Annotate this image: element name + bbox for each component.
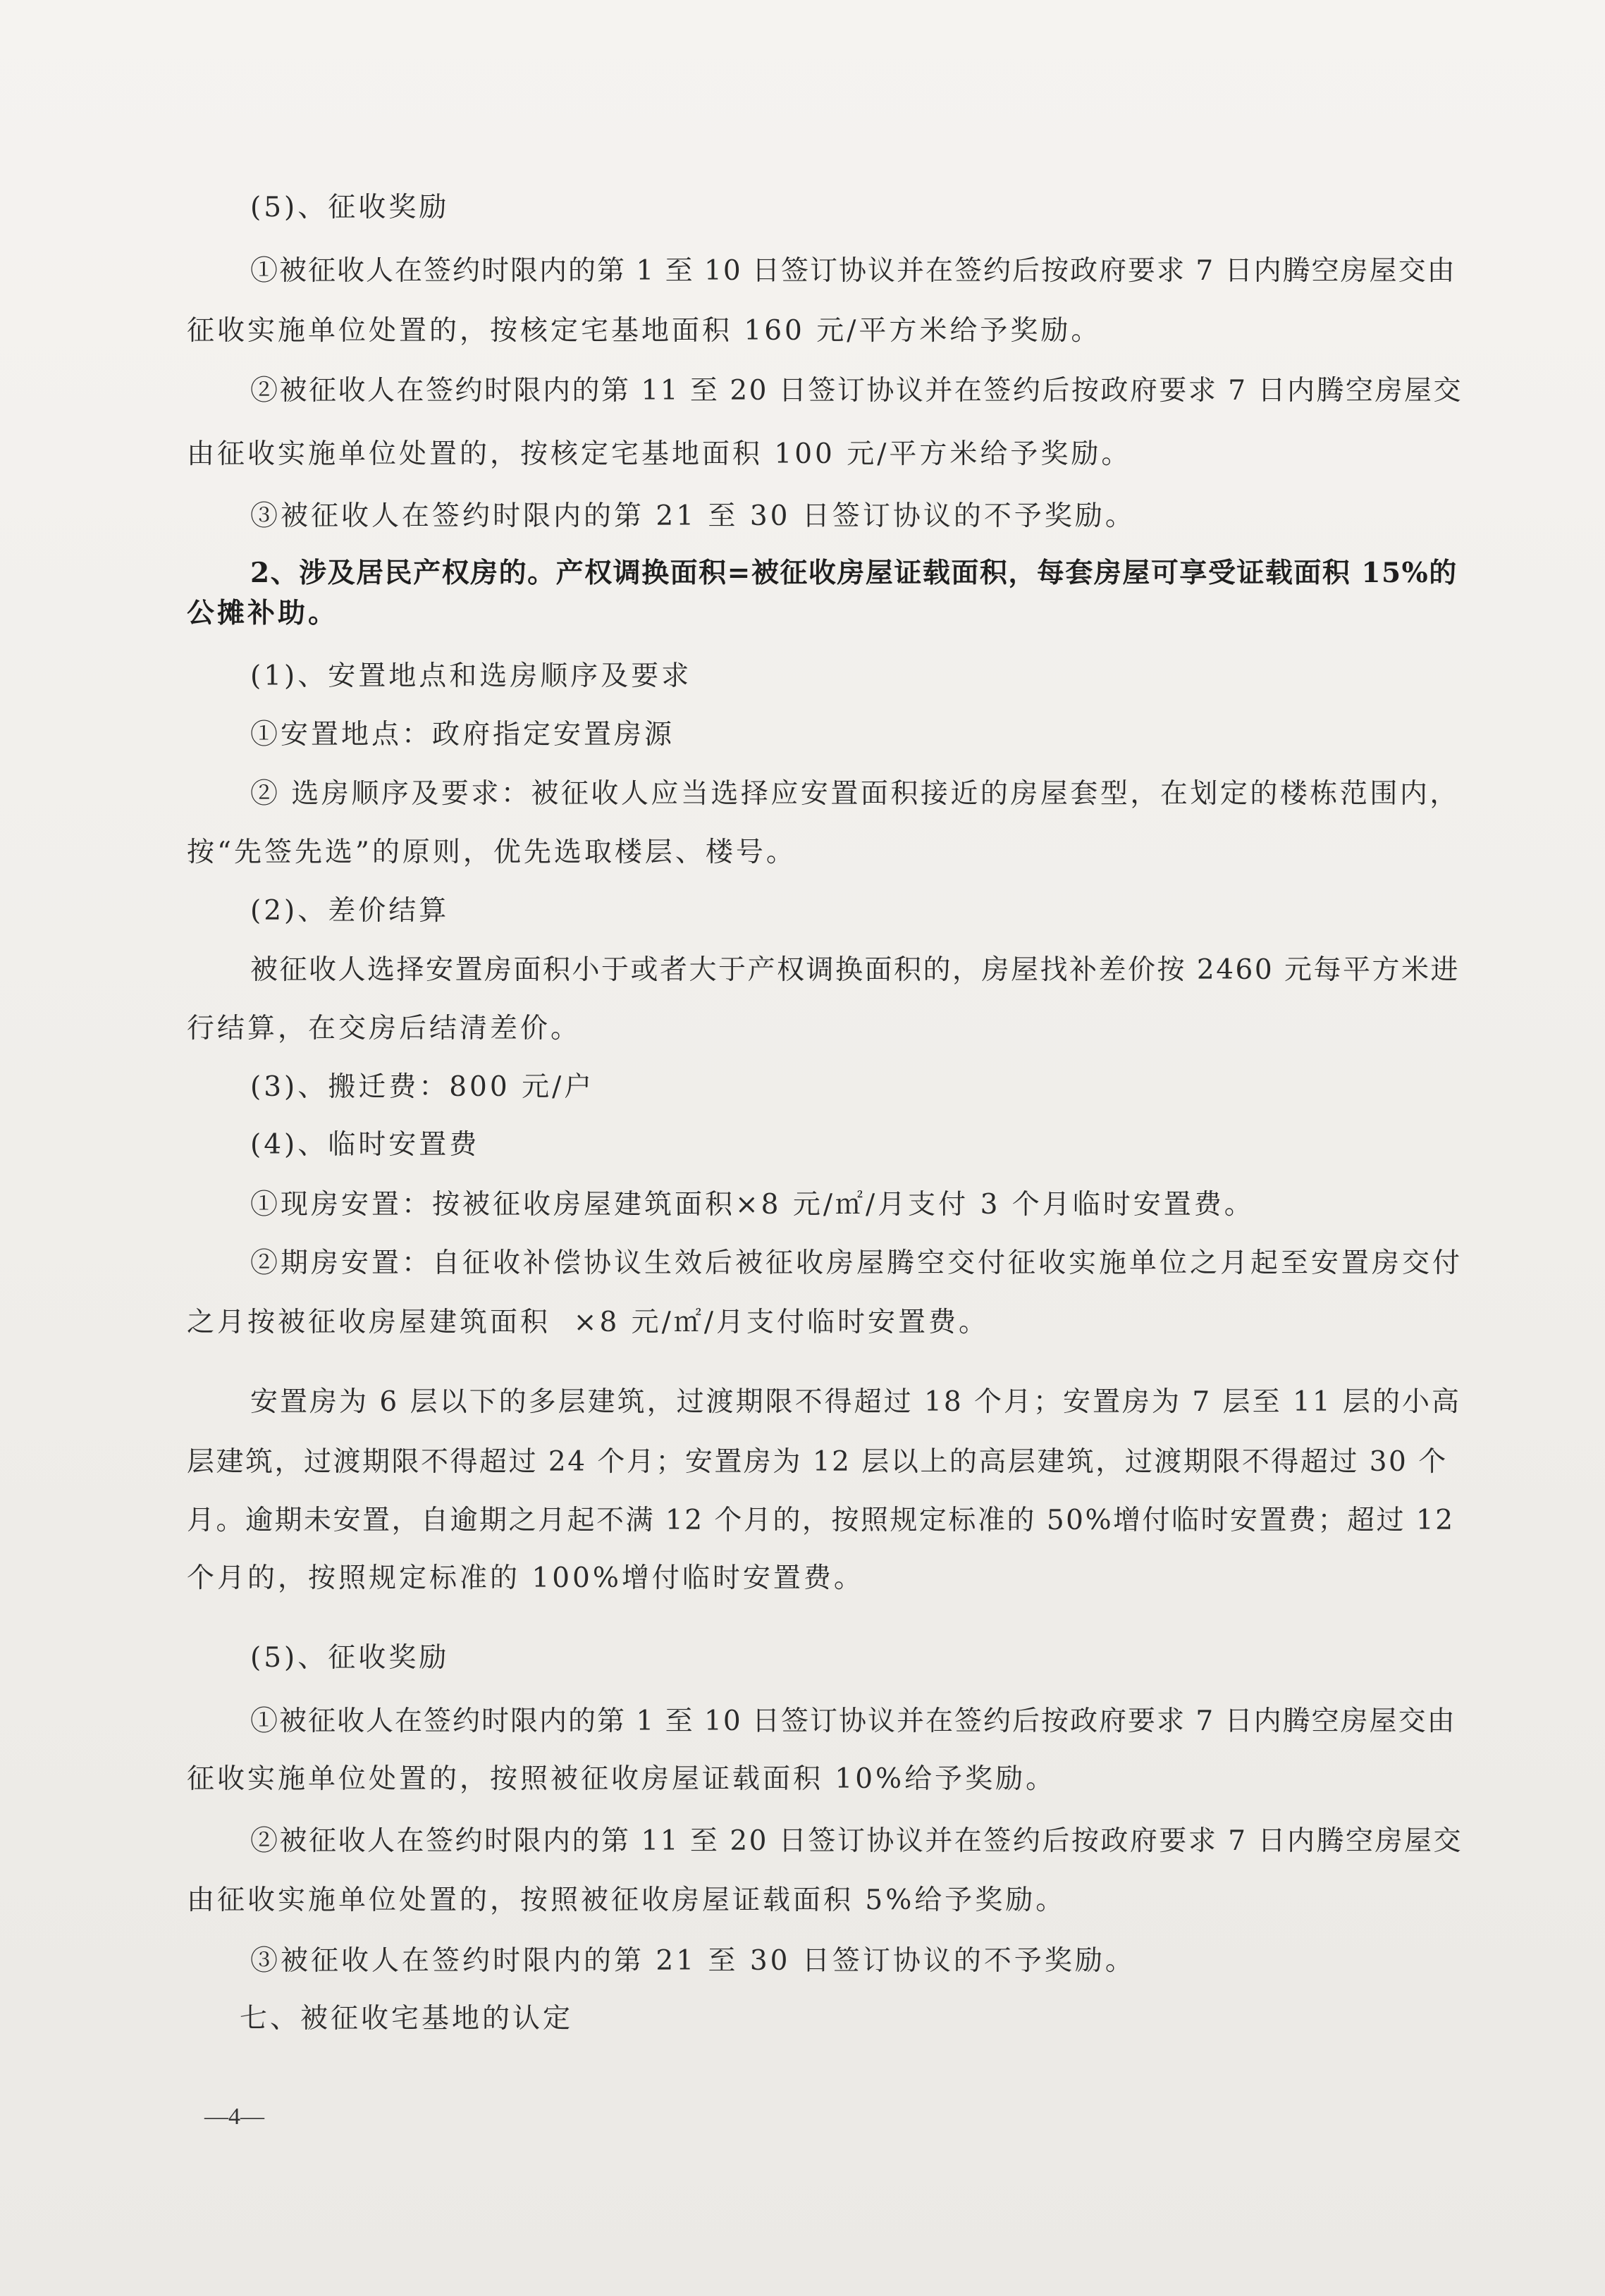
paragraph-line: ②期房安置：自征收补偿协议生效后被征收房屋腾空交付征收实施单位之月起至安置房交付 [250,1247,1463,1279]
paragraph-line: 安置房为 6 层以下的多层建筑，过渡期限不得超过 18 个月；安置房为 7 层至 11 层的小高 [250,1386,1462,1418]
paragraph-line: ①被征收人在签约时限内的第 1 至 10 日签订协议并在签约后按政府要求 7 日内腾空房屋交由 [250,255,1456,287]
paragraph-line: 征收实施单位处置的，按核定宅基地面积 160 元/平方米给予奖励。 [187,315,1102,347]
section-heading-homestead: 七、被征收宅基地的认定 [240,2003,574,2035]
paragraph-line: ③被征收人在签约时限内的第 21 至 30 日签订协议的不予奖励。 [250,500,1136,532]
paragraph-line: ①安置地点：政府指定安置房源 [250,719,675,751]
page-number: —4— [204,2104,264,2130]
heading-incentive-1: (5)、征收奖励 [250,192,450,223]
paragraph-line: 按“先签先选”的原则，优先选取楼层、楼号。 [187,837,797,868]
section-heading-residential: 2、涉及居民产权房的。产权调换面积=被征收房屋证载面积，每套房屋可享受证载面积 15%的 [250,557,1458,589]
subheading-placement: (1)、安置地点和选房顺序及要求 [250,660,692,692]
paragraph-line: 行结算，在交房后结清差价。 [187,1013,582,1044]
paragraph-line: 之月按被征收房屋建筑面积 ×8 元/㎡/月支付临时安置费。 [187,1307,989,1338]
subheading-moving-fee: (3)、搬迁费：800 元/户 [250,1071,595,1103]
paragraph-line: 月。逾期未安置，自逾期之月起不满 12 个月的，按照规定标准的 50%增付临时安置费；超过 12 [187,1505,1455,1536]
paragraph-line: ②被征收人在签约时限内的第 11 至 20 日签订协议并在签约后按政府要求 7 日内腾空房屋交 [250,375,1463,407]
paragraph-line: 层建筑，过渡期限不得超过 24 个月；安置房为 12 层以上的高层建筑，过渡期限不得超过 30 个 [187,1446,1448,1478]
paragraph-line: 由征收实施单位处置的，按照被征收房屋证载面积 5%给予奖励。 [187,1884,1066,1916]
paragraph-line: 征收实施单位处置的，按照被征收房屋证载面积 10%给予奖励。 [187,1763,1057,1795]
paragraph-line: ② 选房顺序及要求：被征收人应当选择应安置面积接近的房屋套型，在划定的楼栋范围内， [250,778,1460,810]
subheading-price-difference: (2)、差价结算 [250,895,450,927]
section-heading-residential-cont: 公摊补助。 [187,597,339,629]
paragraph-line: ②被征收人在签约时限内的第 11 至 20 日签订协议并在签约后按政府要求 7 日内腾空房屋交 [250,1825,1463,1857]
paragraph-line: ③被征收人在签约时限内的第 21 至 30 日签订协议的不予奖励。 [250,1945,1136,1977]
paragraph-line: ①现房安置：按被征收房屋建筑面积×8 元/㎡/月支付 3 个月临时安置费。 [250,1189,1255,1221]
subheading-temporary-fee: (4)、临时安置费 [250,1129,480,1161]
paragraph-line: 由征收实施单位处置的，按核定宅基地面积 100 元/平方米给予奖励。 [187,438,1132,470]
paragraph-line: 被征收人选择安置房面积小于或者大于产权调换面积的，房屋找补差价按 2460 元每平方米进 [250,954,1461,986]
paragraph-line: ①被征收人在签约时限内的第 1 至 10 日签订协议并在签约后按政府要求 7 日内腾空房屋交由 [250,1705,1456,1737]
paragraph-line: 个月的，按照规定标准的 100%增付临时安置费。 [187,1562,864,1594]
heading-incentive-2: (5)、征收奖励 [250,1642,450,1674]
